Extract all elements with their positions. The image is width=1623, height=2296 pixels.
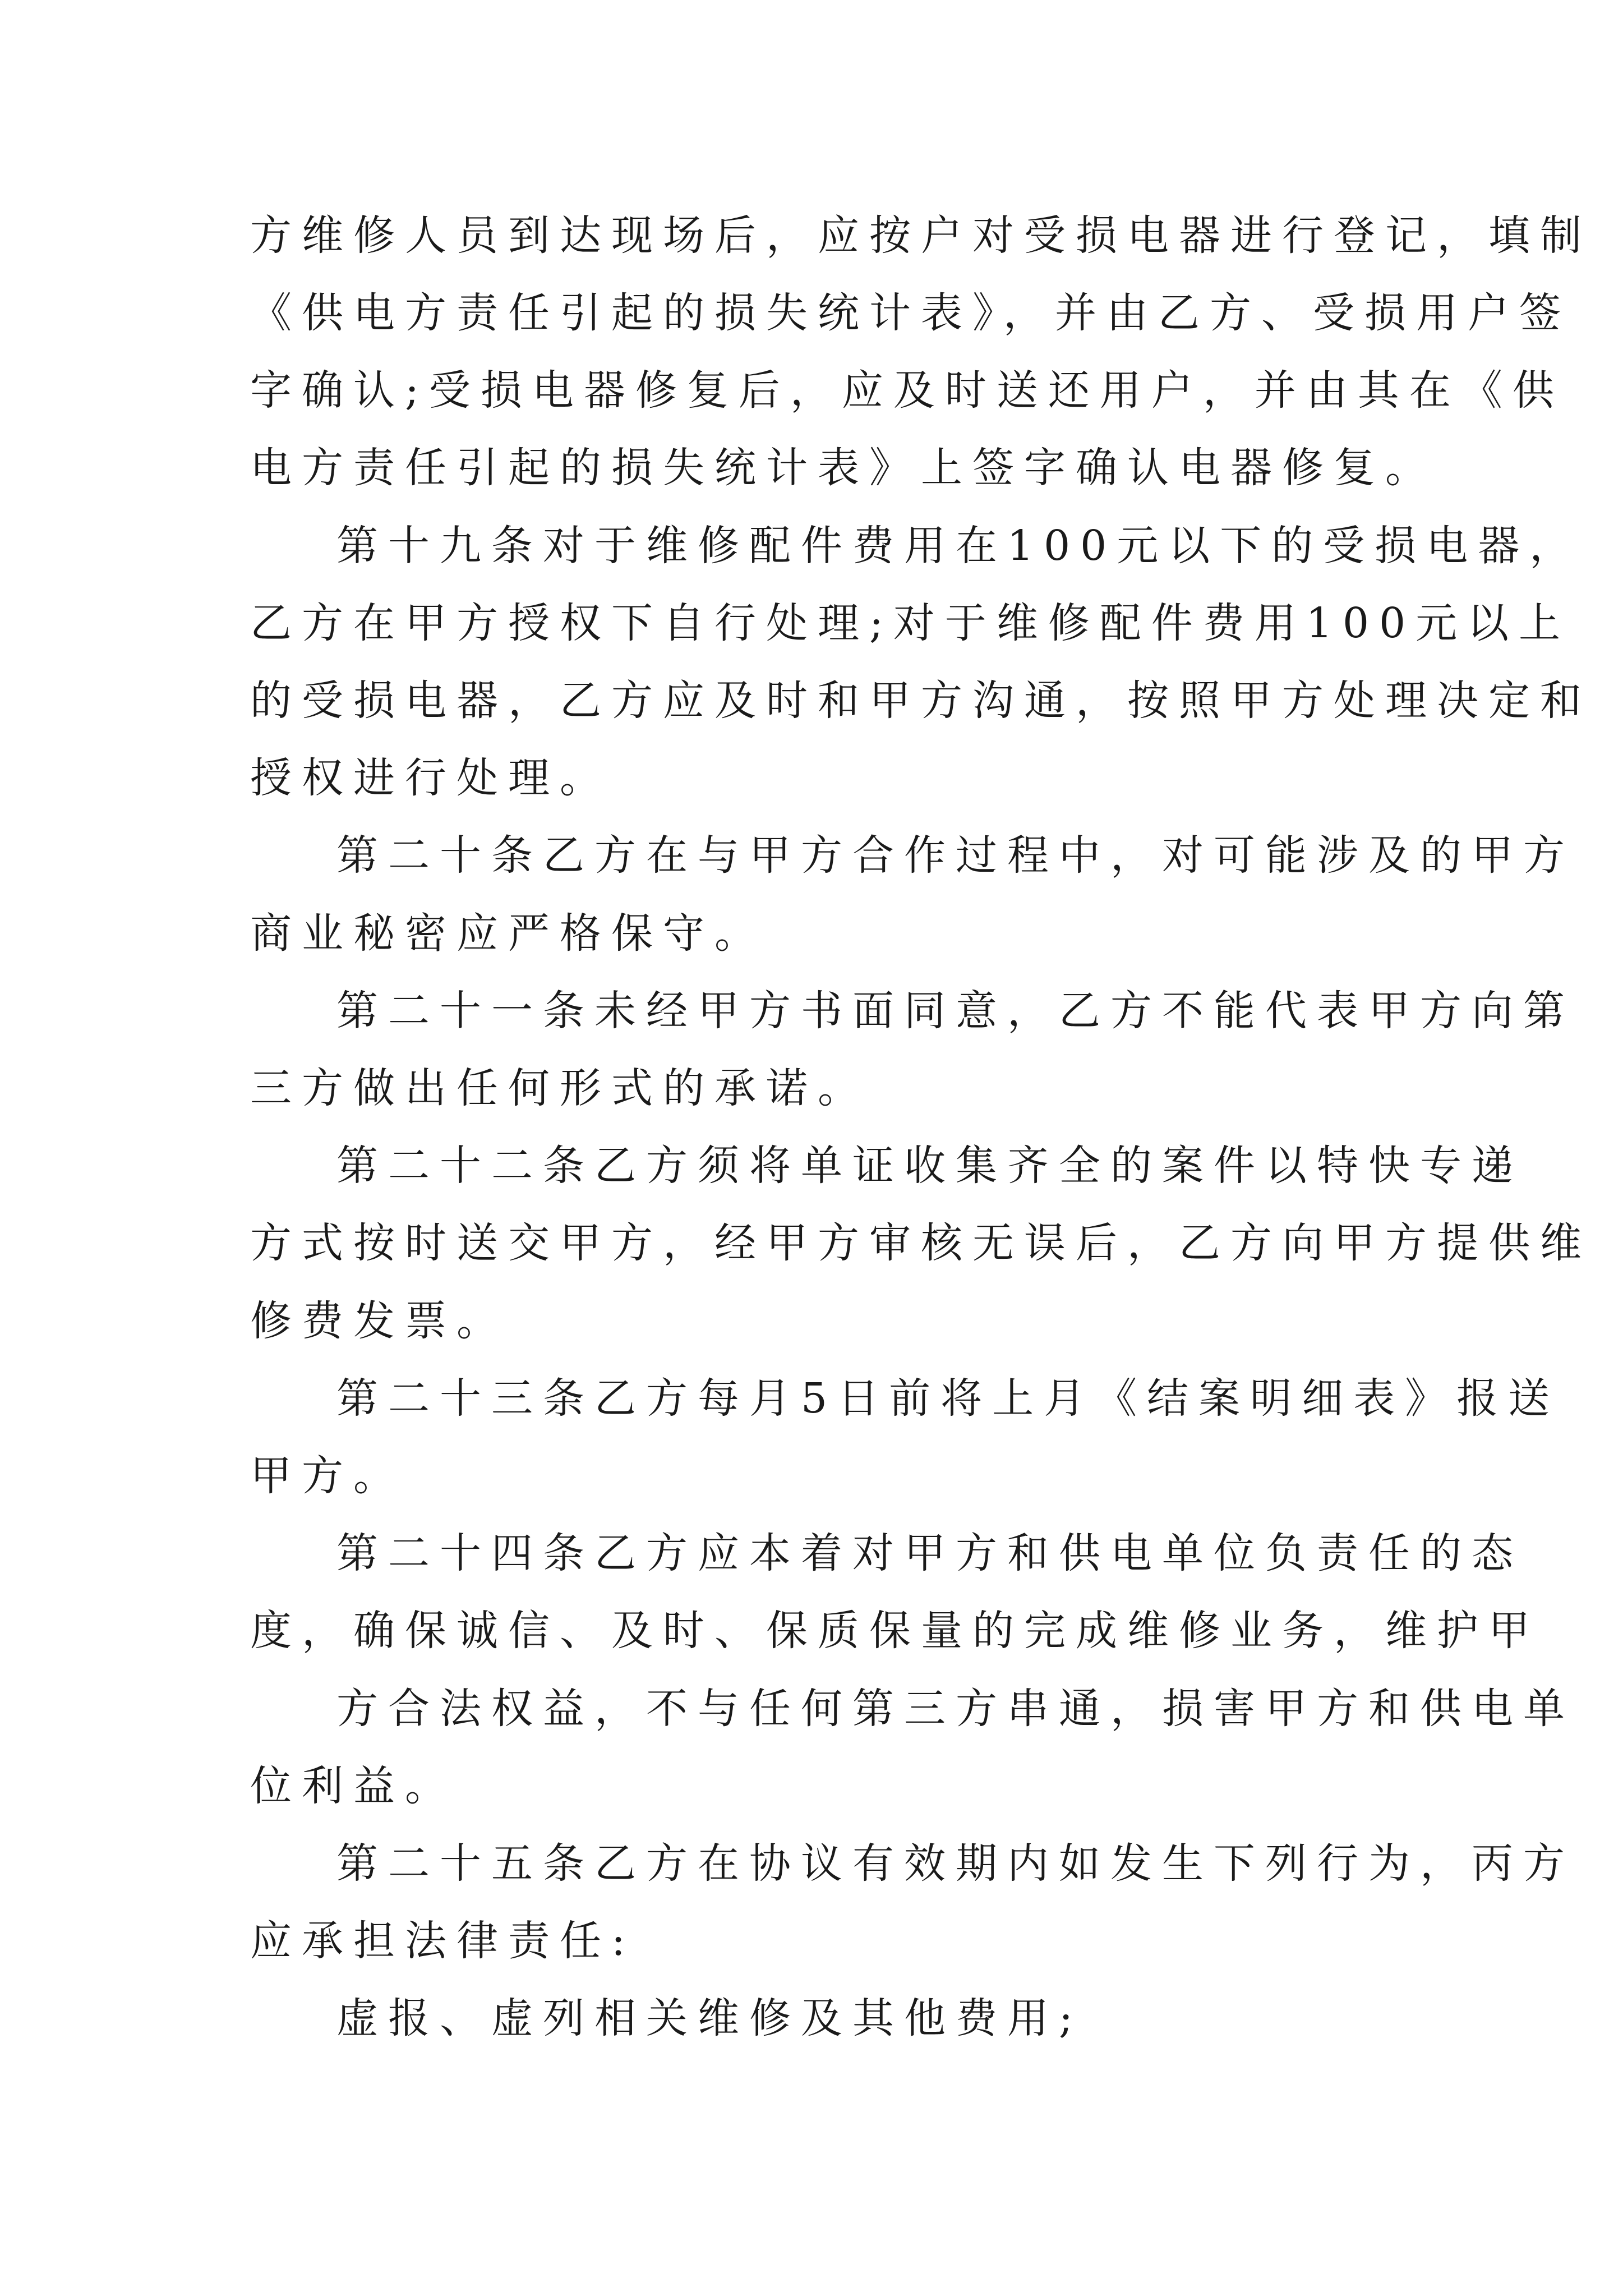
text-line: 《供电方责任引起的损失统计表》，并由乙方、受损用户签 — [250, 289, 1571, 337]
text-line: 的受损电器，乙方应及时和甲方沟通，按照甲方处理决定和 — [250, 677, 1592, 725]
text-line: 方式按时送交甲方，经甲方审核无误后，乙方向甲方提供维 — [250, 1219, 1592, 1267]
text-line: 甲方。 — [250, 1452, 405, 1500]
text-line: 第十九条对于维修配件费用在100元以下的受损电器， — [336, 522, 1581, 570]
text-line: 乙方在甲方授权下自行处理;对于维修配件费用100元以上 — [250, 599, 1571, 647]
text-line: 方维修人员到达现场后，应按户对受损电器进行登记，填制 — [250, 211, 1592, 260]
text-line: 第二十三条乙方每月5日前将上月《结案明细表》报送 — [336, 1374, 1560, 1423]
text-line: 授权进行处理。 — [250, 754, 611, 802]
text-line: 修费发票。 — [250, 1297, 508, 1345]
text-line: 三方做出任何形式的承诺。 — [250, 1064, 869, 1112]
text-line: 第二十条乙方在与甲方合作过程中，对可能涉及的甲方 — [336, 831, 1575, 880]
text-line: 字确认;受损电器修复后，应及时送还用户，并由其在《供 — [250, 366, 1564, 415]
text-line: 电方责任引起的损失统计表》上签字确认电器修复。 — [250, 444, 1437, 492]
text-line: 第二十二条乙方须将单证收集齐全的案件以特快专递 — [336, 1142, 1523, 1190]
text-line: 位利益。 — [250, 1762, 457, 1810]
text-line: 第二十五条乙方在协议有效期内如发生下列行为，丙方 — [336, 1839, 1575, 1888]
text-line: 方合法权益，不与任何第三方串通，损害甲方和供电单 — [336, 1685, 1575, 1733]
text-line: 商业秘密应严格保守。 — [250, 909, 766, 958]
text-line: 虚报、虚列相关维修及其他费用; — [336, 1994, 1083, 2042]
text-line: 第二十四条乙方应本着对甲方和供电单位负责任的态 — [336, 1529, 1523, 1577]
text-line: 度，确保诚信、及时、保质保量的完成维修业务，维护甲 — [250, 1607, 1540, 1655]
text-line: 应承担法律责任: — [250, 1917, 635, 1965]
text-line: 第二十一条未经甲方书面同意，乙方不能代表甲方向第 — [336, 987, 1575, 1035]
